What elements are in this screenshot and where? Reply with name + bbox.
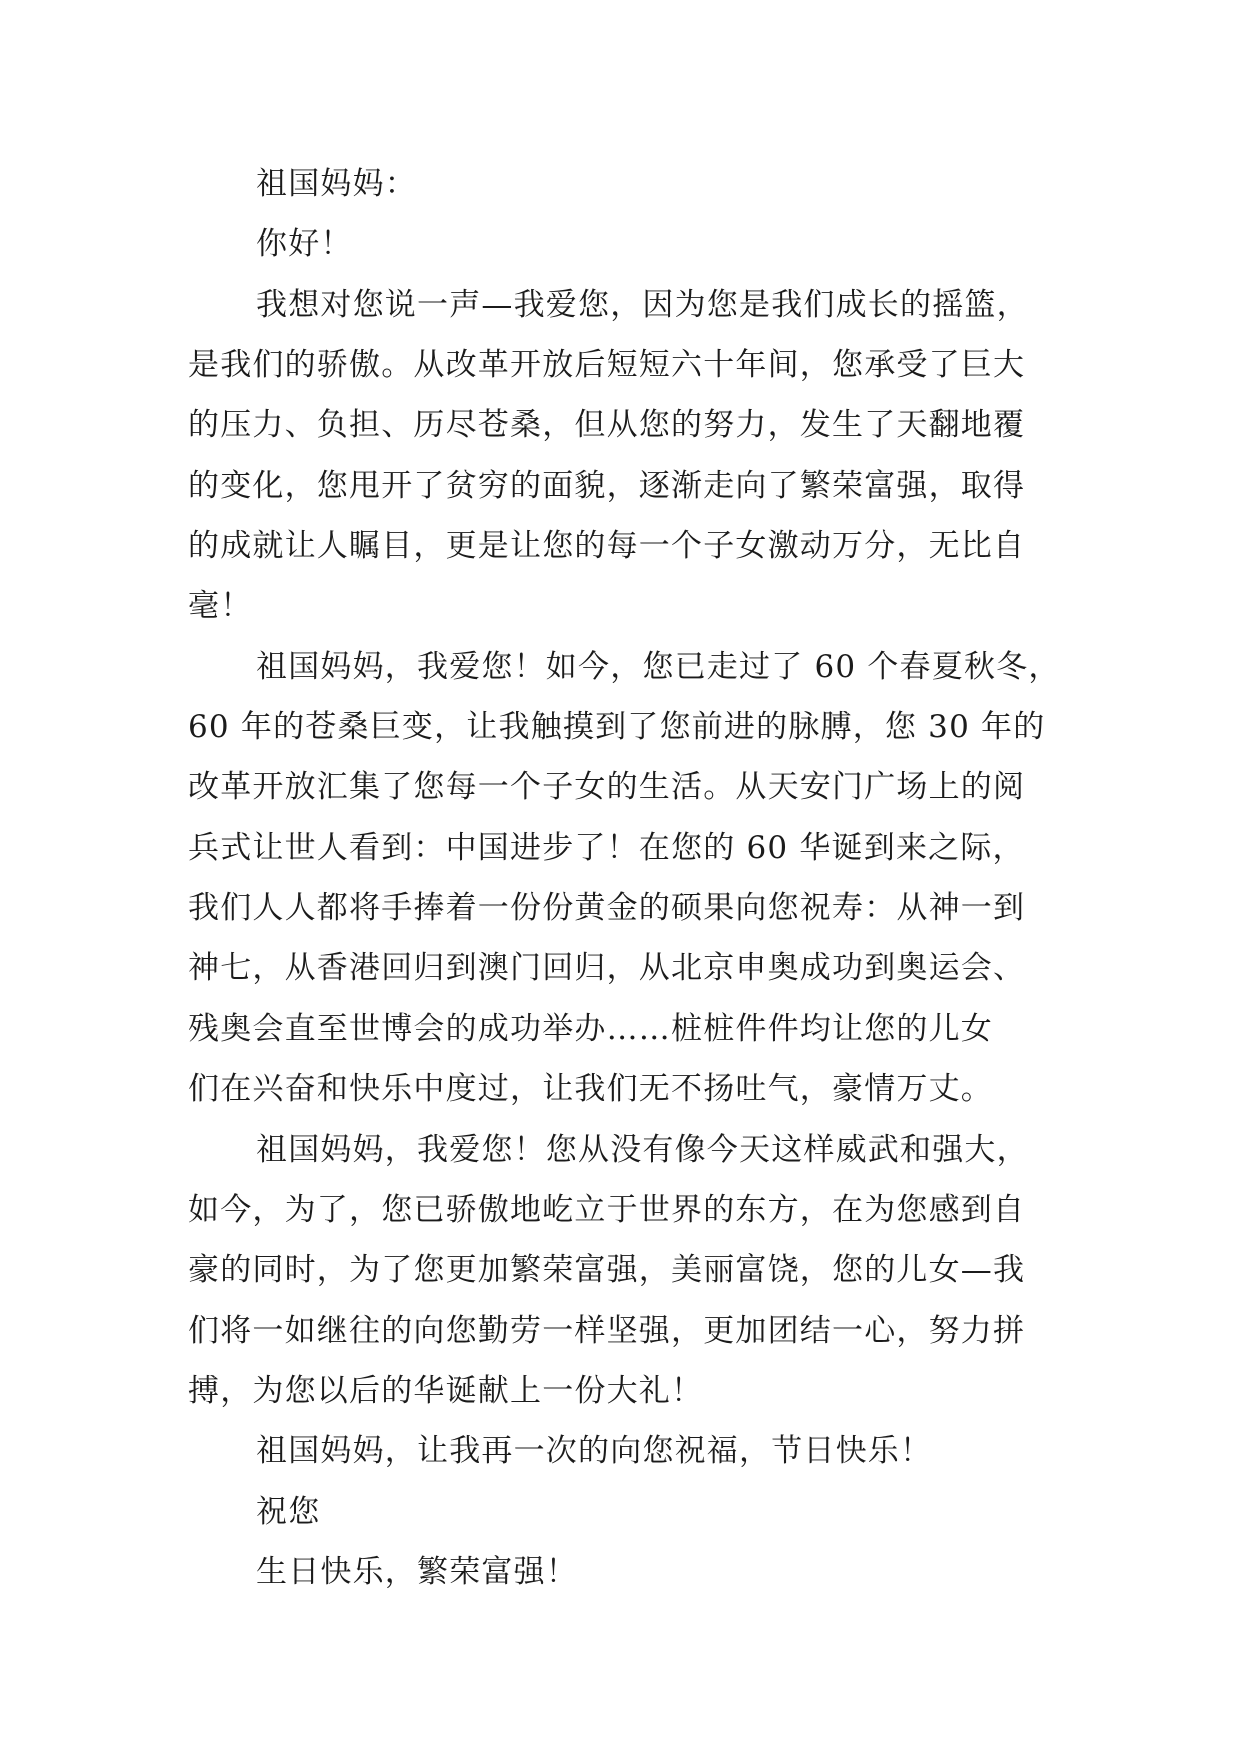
paragraph-2-line: 们在兴奋和快乐中度过，让我们无不扬吐气，豪情万丈。 [188, 1071, 993, 1107]
paragraph-2-line: 我们人人都将手捧着一份份黄金的硕果向您祝寿：从神一到 [188, 890, 1026, 926]
paragraph-1-line: 的压力、负担、历尽苍桑，但从您的努力，发生了天翻地覆 [188, 407, 1026, 443]
paragraph-2-line: 残奥会直至世博会的成功举办……桩桩件件均让您的儿女 [188, 1011, 993, 1047]
paragraph-3-line: 搏，为您以后的华诞献上一份大礼！ [188, 1373, 704, 1409]
paragraph-1-line: 我想对您说一声—我爱您，因为您是我们成长的摇篮， [256, 287, 1029, 323]
paragraph-1-line: 是我们的骄傲。从改革开放后短短六十年间，您承受了巨大 [188, 347, 1026, 383]
paragraph-1-line: 的成就让人瞩目，更是让您的每一个子女激动万分，无比自 [188, 528, 1026, 564]
paragraph-3-line: 如今，为了，您已骄傲地屹立于世界的东方，在为您感到自 [188, 1192, 1026, 1228]
paragraph-2-line: 改革开放汇集了您每一个子女的生活。从天安门广场上的阅 [188, 769, 1026, 805]
paragraph-3-line: 祖国妈妈，我爱您！您从没有像今天这样威武和强大， [256, 1132, 1029, 1168]
paragraph-3-line: 们将一如继往的向您勤劳一样坚强，更加团结一心，努力拼 [188, 1313, 1026, 1349]
paragraph-2-line: 兵式让世人看到：中国进步了！在您的 60 华诞到来之际， [188, 830, 1025, 866]
paragraph-2-line: 60 年的苍桑巨变，让我触摸到了您前进的脉膊，您 30 年的 [188, 709, 1046, 745]
paragraph-1-line: 的变化，您甩开了贫穷的面貌，逐渐走向了繁荣富强，取得 [188, 468, 1026, 504]
letter-greeting: 你好！ [256, 226, 353, 262]
paragraph-1-line: 毫！ [188, 588, 253, 624]
paragraph-3-line: 豪的同时，为了您更加繁荣富强，美丽富饶，您的儿女—我 [188, 1252, 1026, 1288]
closing-blessing: 生日快乐，繁荣富强！ [256, 1554, 578, 1590]
paragraph-4: 祖国妈妈，让我再一次的向您祝福，节日快乐！ [256, 1433, 933, 1469]
letter-salutation: 祖国妈妈： [256, 166, 417, 202]
closing-wish: 祝您 [256, 1494, 321, 1530]
paragraph-2-line: 神七，从香港回归到澳门回归，从北京申奥成功到奥运会、 [188, 950, 1026, 986]
paragraph-2-line: 祖国妈妈，我爱您！如今，您已走过了 60 个春夏秋冬， [256, 649, 1061, 685]
